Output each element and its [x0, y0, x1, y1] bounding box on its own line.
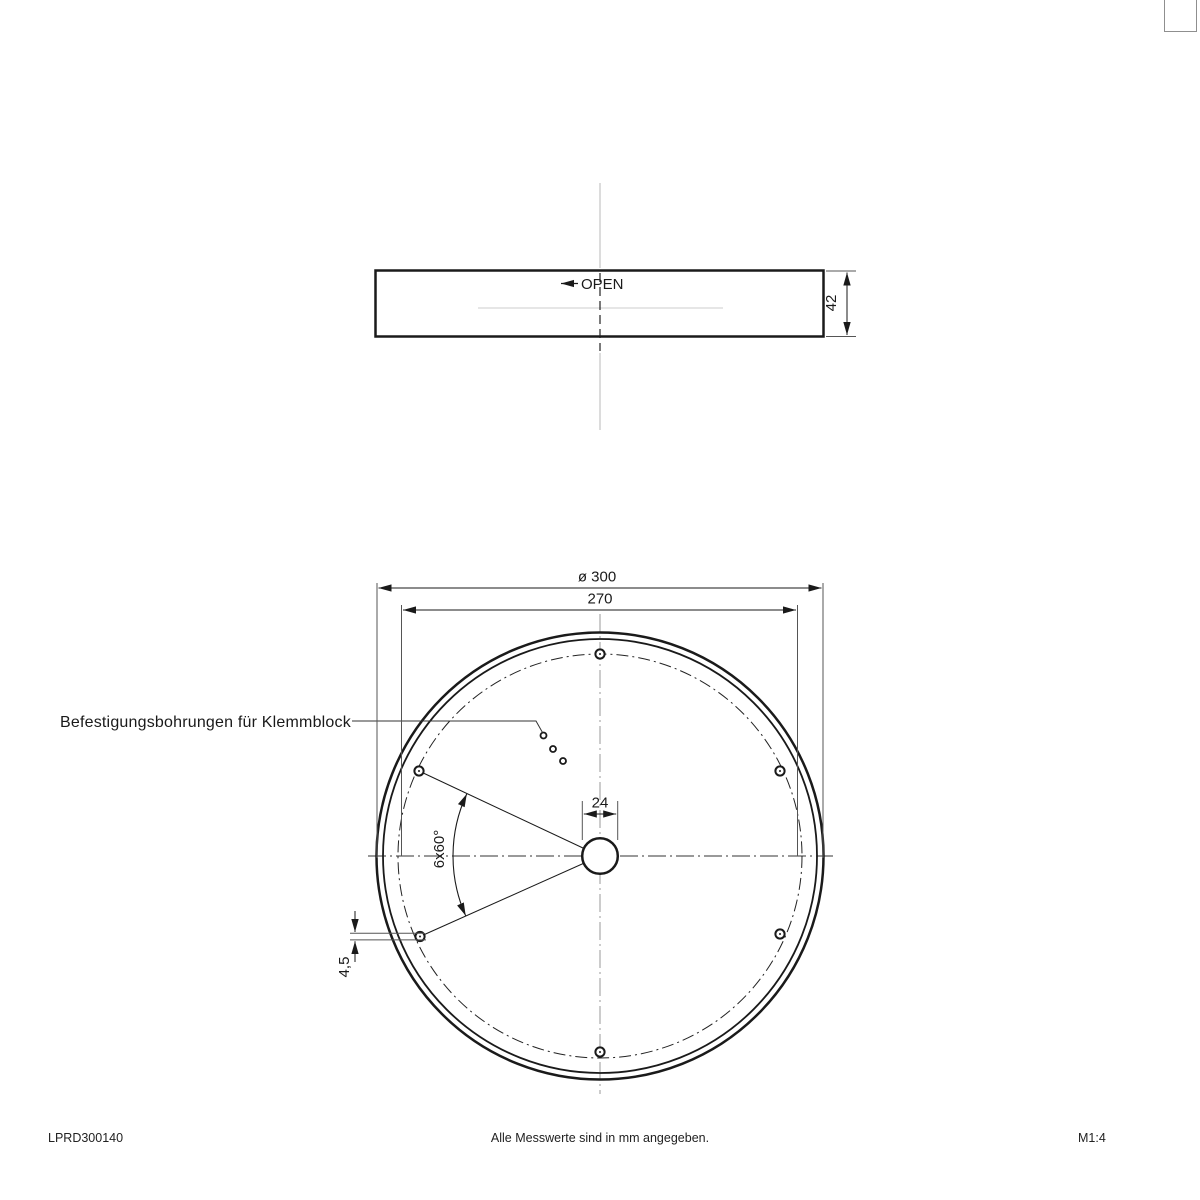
open-label: OPEN: [581, 276, 624, 293]
drawing-number: LPRD300140: [48, 1131, 124, 1145]
side-view: [376, 183, 857, 430]
dimension-4-5: [336, 911, 426, 977]
leader-line: [352, 721, 543, 733]
dimension-24-value: 24: [591, 794, 609, 812]
dimension-42-value: 42: [823, 294, 840, 312]
scale-note: M1:4: [1078, 1131, 1106, 1145]
angle-dimension-value: 6x60°: [431, 829, 448, 869]
center-hole: [582, 838, 618, 874]
angle-dimension-arc: [453, 794, 467, 916]
units-note: Alle Messwerte sind in mm angegeben.: [490, 1131, 710, 1145]
clamp-block-holes: [541, 733, 567, 765]
clamp-block-label: Befestigungsbohrungen für Klemmblock: [60, 714, 351, 731]
dimension-4-5-value: 4,5: [336, 956, 353, 978]
dimension-42: [823, 271, 856, 337]
dimension-270-value: 270: [587, 590, 613, 608]
dimension-300-value: ø 300: [577, 568, 617, 586]
plan-view: [60, 569, 833, 1095]
clamp-block-hole: [541, 733, 547, 739]
clamp-block-hole: [550, 746, 556, 752]
clamp-block-hole: [560, 758, 566, 764]
